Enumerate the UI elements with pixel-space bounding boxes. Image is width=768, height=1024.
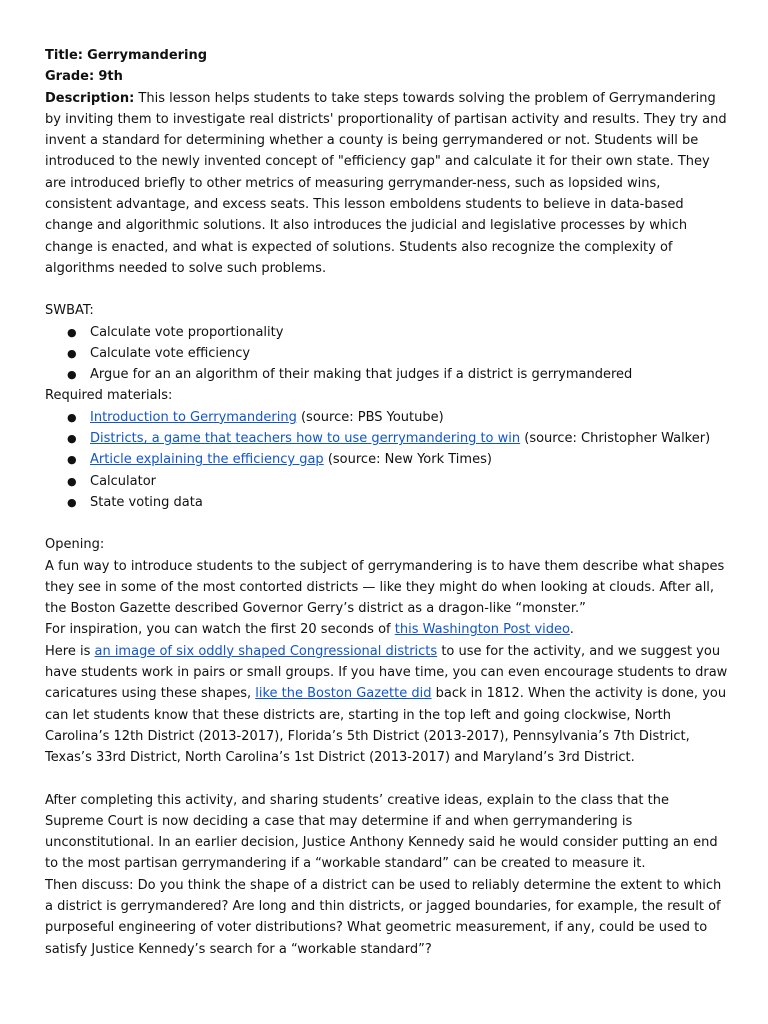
materials-list bbox=[45, 407, 730, 513]
opening-paragraph-2 bbox=[45, 619, 730, 640]
list-item bbox=[45, 449, 730, 470]
description-paragraph bbox=[45, 88, 730, 280]
efficiency-gap-article-link[interactable]: Article explaining the efficiency gap bbox=[90, 452, 324, 468]
pbs-video-link[interactable]: Introduction to Gerrymandering bbox=[90, 409, 297, 425]
spacer bbox=[45, 769, 730, 790]
opening-paragraph-5: Then discuss: Do you think the shape of a district can be used to reliably determine the extent to which a district is gerrymandered? Are long and thin districts, or jagged boundaries, for example, the result of purposeful engineering of voter distributions? What geometric measurement, if any, could be used to satisfy Justice Kennedy’s search for a “workable standard”? bbox=[45, 877, 722, 957]
washington-post-video-link[interactable]: this Washington Post video bbox=[394, 622, 570, 638]
list-item-text: Calculate vote proportionality bbox=[90, 324, 284, 340]
spacer bbox=[45, 279, 730, 300]
list-item bbox=[45, 492, 730, 513]
districts-game-link[interactable]: Districts, a game that teachers how to use gerrymandering to win bbox=[90, 431, 521, 447]
list-item-text: State voting data bbox=[90, 494, 203, 510]
list-item-text: Argue for an an algorithm of their making that judges if a district is gerrymandered bbox=[90, 367, 633, 383]
opening-paragraph-1: A fun way to introduce students to the subject of gerrymandering is to have them describe what shapes they see in some of the most contorted districts — like they might do when looking at clouds. After all, the Boston Gazette described Governor Gerry’s district as a dragon-like “monster.” bbox=[45, 558, 725, 617]
text-segment: . bbox=[569, 622, 574, 638]
description-label: Description: bbox=[45, 90, 135, 106]
list-item bbox=[45, 471, 730, 492]
grade-line bbox=[45, 66, 730, 87]
description-text: This lesson helps students to take steps towards solving the problem of Gerrymandering by inviting them to investigate real districts' proportionality of partisan activity and results. They try and invent a standard for determining whether a county is being gerrymandered or not. Students will be introduced to the newly invented concept of "efficiency gap" and calculate it for their own state. They are introduced briefly to other metrics of measuring gerrymander-ness, such as lopsided wins, consistent advantage, and excess seats. This lesson emboldens students to believe in data-based change and algorithmic solutions. It also introduces the judicial and legislative processes by which change is enacted, and what is expected of solutions. Students also recognize the complexity of algorithms needed to solve such problems. bbox=[45, 90, 727, 276]
spacer bbox=[45, 513, 730, 534]
districts-image-link[interactable]: an image of six oddly shaped Congressional districts bbox=[94, 643, 438, 659]
list-item-text: Calculate vote efficiency bbox=[90, 345, 251, 361]
title-line bbox=[45, 45, 730, 66]
materials-heading: Required materials: bbox=[45, 388, 173, 404]
opening-paragraph-3 bbox=[45, 641, 730, 769]
swbat-list bbox=[45, 322, 730, 386]
grade-label: Grade: bbox=[45, 69, 95, 85]
source-text: (source: Christopher Walker) bbox=[520, 431, 711, 447]
list-item bbox=[45, 322, 730, 343]
list-item-text: Calculator bbox=[90, 473, 157, 489]
swbat-heading: SWBAT: bbox=[45, 303, 94, 319]
opening-heading: Opening: bbox=[45, 537, 105, 553]
boston-gazette-link[interactable]: like the Boston Gazette did bbox=[255, 686, 432, 702]
document-page bbox=[45, 45, 730, 960]
list-item bbox=[45, 364, 730, 385]
text-segment: to use for the activity, and we suggest you have students work in pairs or small groups. If you have time, you can even encourage students to draw caricatures using these shapes, bbox=[45, 643, 728, 702]
title-label: Title: bbox=[45, 48, 84, 63]
source-text: (source: New York Times) bbox=[323, 452, 492, 468]
text-segment: Here is bbox=[45, 643, 95, 659]
grade-value: 9th bbox=[98, 69, 123, 85]
list-item bbox=[45, 428, 730, 449]
opening-paragraph-4: After completing this activity, and sharing students’ creative ideas, explain to the class that the Supreme Court is now deciding a case that may determine if and when gerrymandering is unconstitutional. In an earlier decision, Justice Anthony Kennedy said he would consider putting an end to the most partisan gerrymandering if a “workable standard” can be created to measure it. bbox=[45, 792, 718, 872]
text-segment: back in 1812. When the activity is done, you can let students know that these districts are, starting in the top left and going clockwise, North Carolina’s 12th District (2013-2017), Florida’s 5th District (2013-2017), Pennsylvania’s 7th District, Texas’s 33rd District, North Carolina’s 1st District (2013-2017) and Maryland’s 3rd District. bbox=[45, 686, 727, 766]
list-item bbox=[45, 407, 730, 428]
text-segment: For inspiration, you can watch the first 20 seconds of bbox=[45, 622, 395, 638]
list-item bbox=[45, 343, 730, 364]
title-value: Gerrymandering bbox=[87, 48, 208, 63]
source-text: (source: PBS Youtube) bbox=[296, 409, 444, 425]
